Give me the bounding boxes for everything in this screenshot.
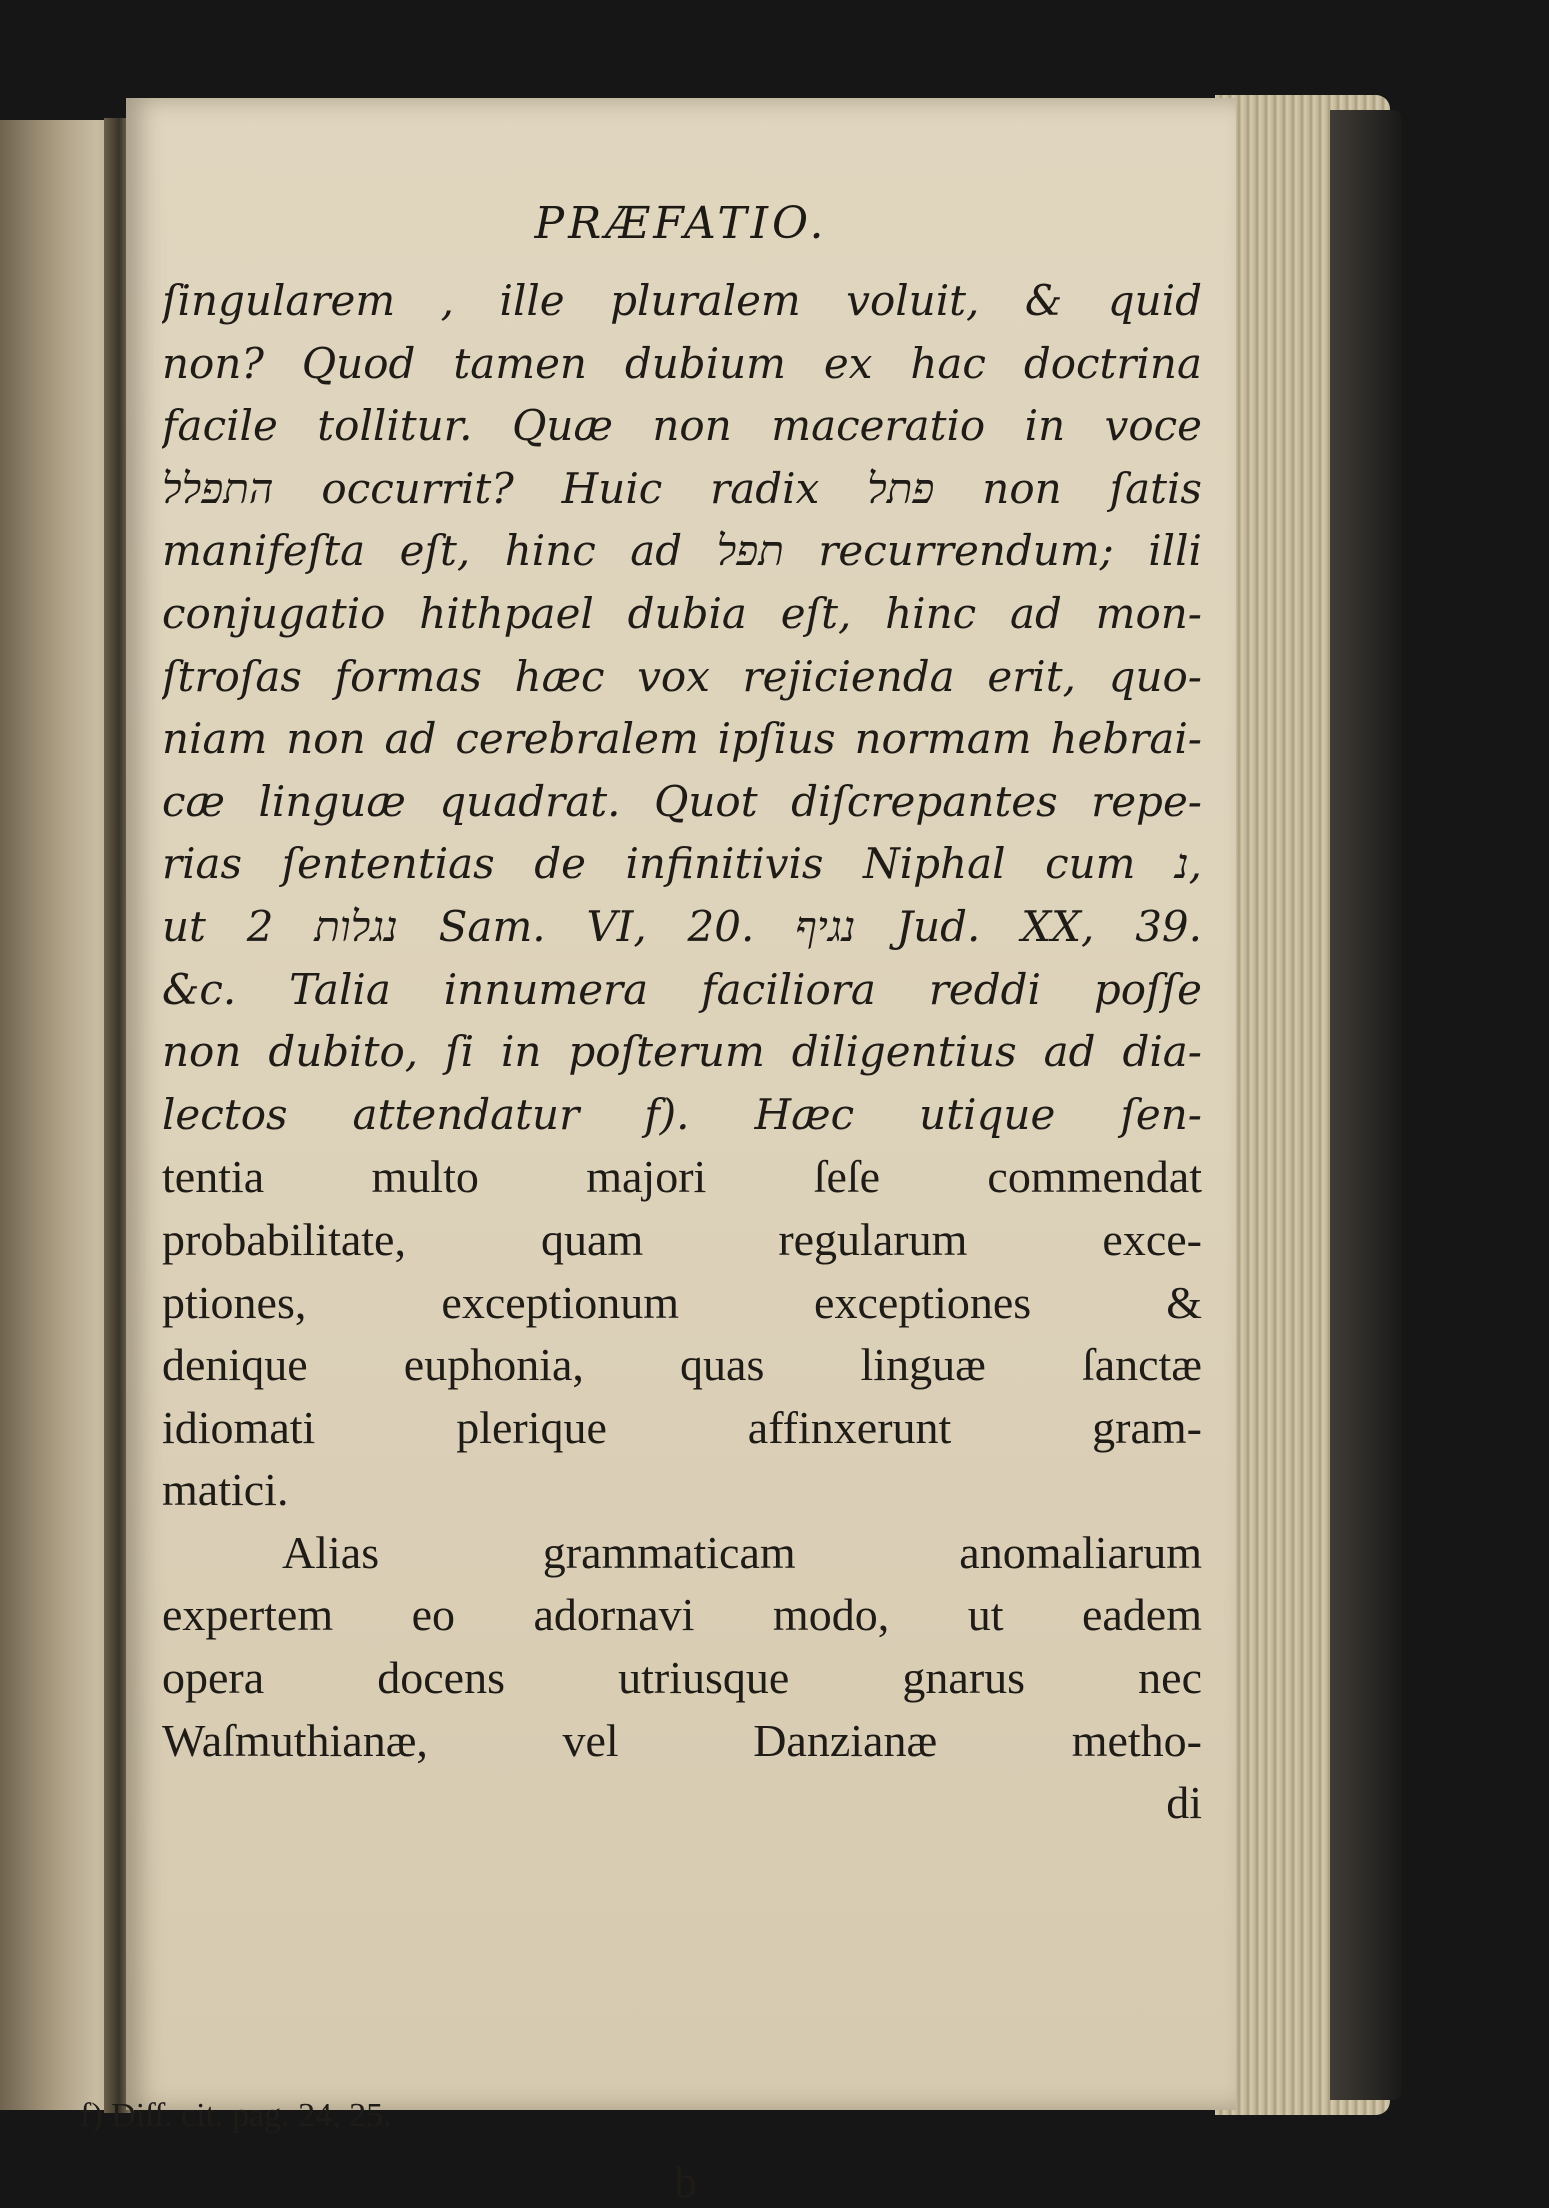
text-line: probabilitate, quam regularum exce-: [162, 1213, 1202, 1265]
text-line: Waſmuthianæ, vel Danzianæ metho-: [162, 1714, 1202, 1766]
text-line: non dubito, ſi in poſterum diligentius ad dia-: [162, 1027, 1202, 1077]
text-line: lectos attendatur f). Hæc utique ſen-: [162, 1089, 1202, 1139]
text-line: manifeſta eſt, hinc ad תפל recurrendum; illi: [162, 526, 1202, 576]
text-line: Alias grammaticam anomaliarum: [282, 1526, 1202, 1578]
running-header: PRÆFATIO.: [534, 198, 828, 249]
footnote: f) Diſſ. cit. pag. 24, 25.: [80, 2097, 392, 2134]
text-line: tentia multo majori ſeſe commendat: [162, 1151, 1202, 1203]
book-cover-edge: [1330, 110, 1402, 2100]
text-line: opera docens utriusque gnarus nec: [162, 1652, 1202, 1704]
text-line: matici.: [162, 1464, 289, 1516]
text-line: niam non ad cerebralem ipſius normam hebrai-: [162, 714, 1202, 764]
text-line: rias ſententias de infinitivis Niphal cum נ,: [162, 839, 1202, 889]
text-line: ſingularem , ille pluralem voluit, & quid: [162, 276, 1202, 325]
page-text: [162, 270, 1202, 1835]
text-line: expertem eo adornavi modo, ut eadem: [162, 1589, 1202, 1641]
text-line: facile tollitur. Quæ non maceratio in voce: [162, 401, 1202, 451]
text-line: ut נגלות 2 Sam. VI, 20. נגיף Jud. XX, 39.: [162, 901, 1202, 951]
text-line: cæ linguæ quadrat. Quot diſcrepantes repe-: [162, 776, 1202, 826]
text-line: idiomati plerique affinxerunt gram-: [162, 1401, 1202, 1453]
text-line: non? Quod tamen dubium ex hac doctrina: [162, 338, 1202, 388]
text-line: התפלל occurrit? Huic radix פתל non ſatis: [162, 463, 1202, 513]
left-page-edge: [0, 120, 120, 2110]
text-line: conjugatio hithpael dubia eſt, hinc ad mon-: [162, 588, 1202, 638]
text-line: denique euphonia, quas linguæ ſanctæ: [162, 1339, 1202, 1391]
text-line: ſtroſas formas hæc vox rejicienda erit, quo-: [162, 651, 1202, 701]
text-line: &c. Talia innumera faciliora reddi poſſe: [162, 964, 1202, 1014]
text-line: ptiones, exceptionum exceptiones &: [162, 1276, 1202, 1328]
catchword: di: [1166, 1777, 1202, 1829]
signature-mark: b: [674, 2156, 697, 2207]
book-page: [126, 98, 1236, 2110]
